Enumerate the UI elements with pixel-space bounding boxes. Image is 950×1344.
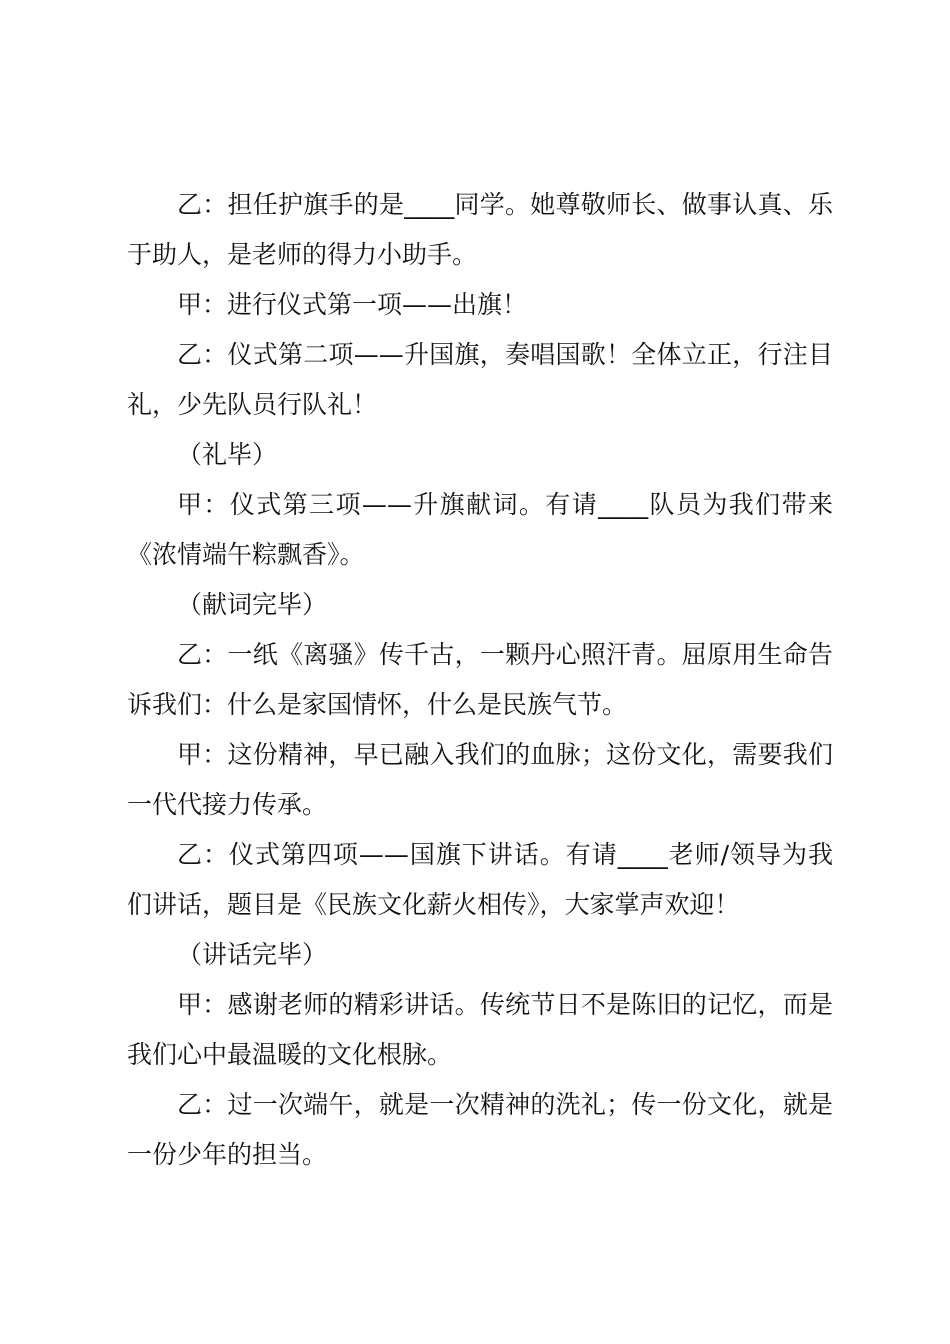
dialogue-paragraph-spirit: 甲：这份精神，早已融入我们的血脉；这份文化，需要我们一代代接力传承。 (127, 740, 833, 819)
dialogue-paragraph-quyuan: 乙：一纸《离骚》传千古，一颗丹心照汗青。屈原用生命告诉我们：什么是家国情怀，什么是民族气节。 (127, 640, 833, 719)
stage-direction-speech-end: （讲话完毕） (177, 940, 328, 969)
stage-direction-dedication-end: （献词完毕） (177, 590, 328, 619)
dialogue-paragraph-flag-guard: 乙：担任护旗手的是____同学。她尊敬师长、做事认真、乐于助人，是老师的得力小助手。 (127, 190, 833, 269)
dialogue-paragraph-anthem: 乙：仪式第二项——升国旗，奏唱国歌！全体立正，行注目礼，少先队员行队礼！ (127, 340, 833, 419)
dialogue-paragraph-thanks: 甲：感谢老师的精彩讲话。传统节日不是陈旧的记忆，而是我们心中最温暖的文化根脉。 (127, 990, 833, 1069)
stage-direction-salute-end: （礼毕） (177, 440, 278, 469)
document-body (127, 180, 833, 1180)
dialogue-paragraph-speech-invite: 乙：仪式第四项——国旗下讲话。有请____老师/领导为我们讲话，题目是《民族文化薪火相传》，大家掌声欢迎！ (127, 840, 833, 919)
dialogue-paragraph-raise-flag: 甲：进行仪式第一项——出旗！ (177, 290, 528, 319)
dialogue-paragraph-closing: 乙：过一次端午，就是一次精神的洗礼；传一份文化，就是一份少年的担当。 (127, 1090, 833, 1169)
dialogue-paragraph-dedication: 甲：仪式第三项——升旗献词。有请____队员为我们带来《浓情端午粽飘香》。 (127, 490, 833, 569)
